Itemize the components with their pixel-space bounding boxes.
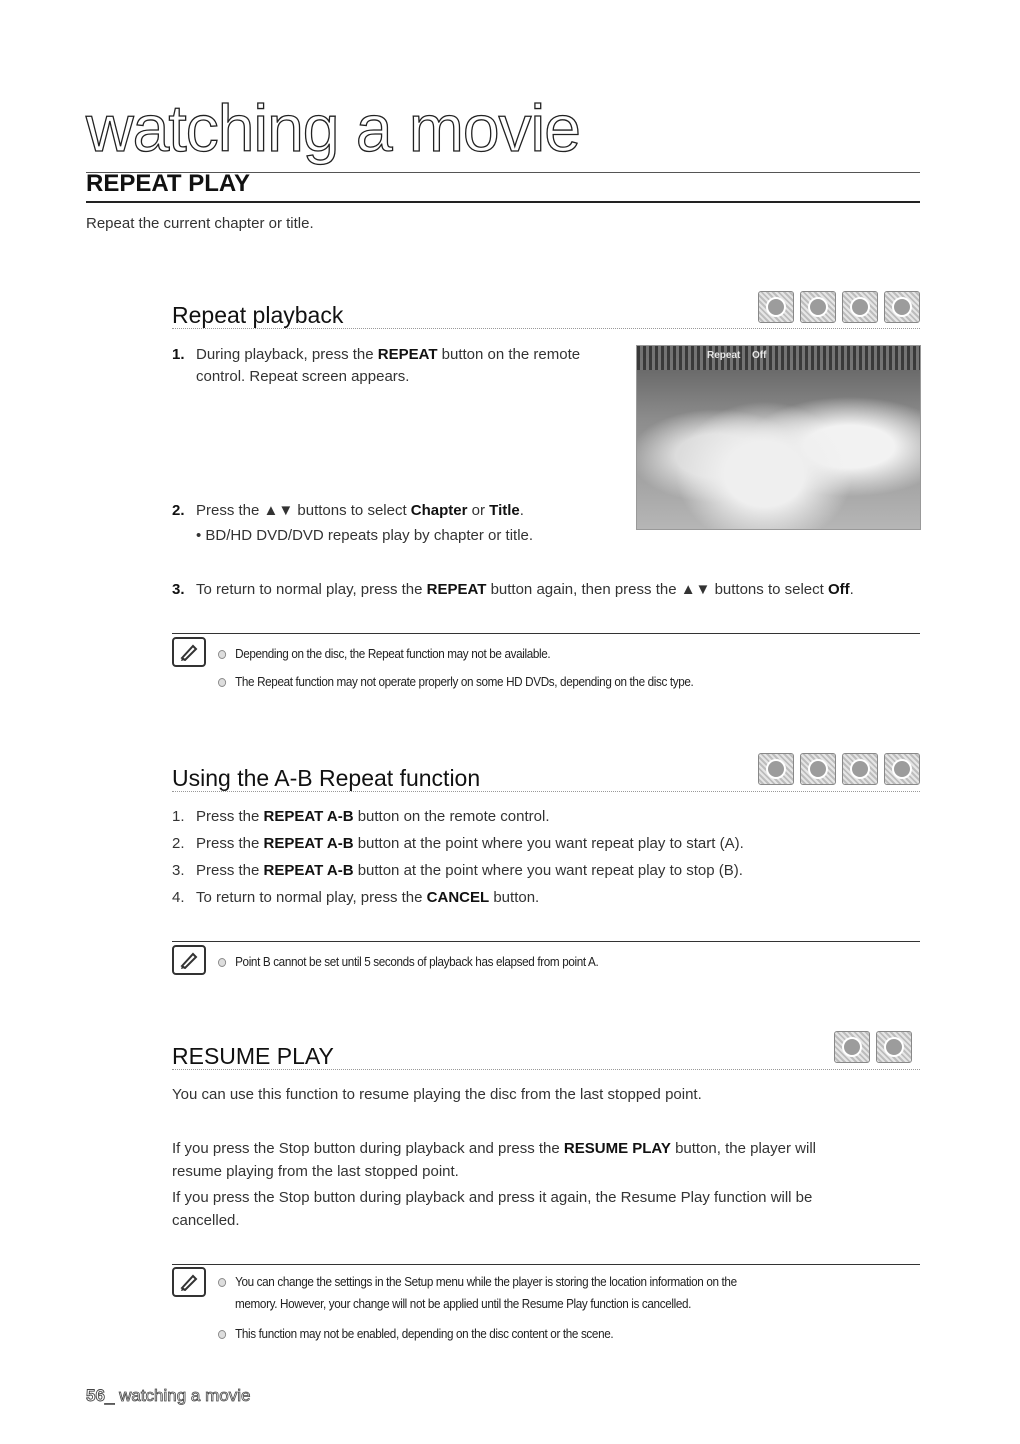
footer-text: _ watching a movie — [104, 1386, 251, 1405]
chapter-title: watching a movie — [86, 91, 580, 165]
note-divider — [172, 633, 920, 634]
ab-step-1: 1. Press the REPEAT A-B button on the remote control. — [172, 808, 550, 825]
section-divider — [86, 201, 920, 203]
ab-step-4: 4. To return to normal play, press the CANCEL button. — [172, 889, 540, 906]
disc-compatibility-icons — [758, 753, 920, 785]
note-divider — [172, 1264, 920, 1265]
note-item: The Repeat function may not operate properly on some HD DVDs, depending on the disc type. — [218, 674, 693, 689]
note-icon — [172, 637, 206, 667]
note-divider — [172, 941, 920, 942]
note-item: Point B cannot be set until 5 seconds of playback has elapsed from point A. — [218, 954, 598, 969]
dvd-disc-icon — [842, 291, 878, 323]
section-intro: Repeat the current chapter or title. — [86, 215, 314, 232]
note-icon — [172, 1267, 206, 1297]
note-item: Depending on the disc, the Repeat function may not be available. — [218, 646, 550, 661]
step-3: 3. To return to normal play, press the REPEAT button again, then press the ▲▼ buttons to select Off. — [172, 581, 854, 598]
note-item: You can change the settings in the Setup menu while the player is storing the location information on the — [218, 1274, 737, 1289]
subsection-title-repeat-playback: Repeat playback — [172, 302, 344, 328]
dvd-disc-icon — [876, 1031, 912, 1063]
ab-step-3: 3. Press the REPEAT A-B button at the point where you want repeat play to stop (B). — [172, 862, 743, 879]
note-icon — [172, 945, 206, 975]
note-item-continued: memory. However, your change will not be applied until the Resume Play function is cancelled. — [235, 1296, 692, 1311]
section-title-repeat-play: REPEAT PLAY — [86, 170, 251, 197]
subsection-divider — [172, 328, 920, 329]
repeat-screen-screenshot — [636, 345, 921, 530]
subsection-title-ab-repeat: Using the A-B Repeat function — [172, 765, 481, 791]
step-2: 2. Press the ▲▼ buttons to select Chapter or Title. — [172, 502, 524, 519]
hd-dvd-disc-icon — [800, 291, 836, 323]
resume-paragraph-2: If you press the Stop button during playback and press it again, the Resume Play function will be cancelled. — [172, 1189, 813, 1229]
ab-step-2: 2. Press the REPEAT A-B button at the point where you want repeat play to start (A). — [172, 835, 744, 852]
resume-intro: You can use this function to resume playing the disc from the last stopped point. — [172, 1086, 702, 1103]
dvd-rw-disc-icon — [884, 753, 920, 785]
dvd-disc-icon — [842, 753, 878, 785]
bd-disc-icon — [834, 1031, 870, 1063]
disc-compatibility-icons — [758, 291, 920, 323]
disc-compatibility-icons — [834, 1031, 912, 1063]
subsection-divider — [172, 791, 920, 792]
page-footer — [86, 1386, 250, 1406]
hd-dvd-disc-icon — [800, 753, 836, 785]
dvd-rw-disc-icon — [884, 291, 920, 323]
bd-disc-icon — [758, 753, 794, 785]
bd-disc-icon — [758, 291, 794, 323]
page-number: 56 — [86, 1386, 105, 1405]
repeat-osd-bar: Repeat Off — [637, 346, 920, 370]
subsection-divider — [172, 1069, 920, 1070]
step-2-bullet: • BD/HD DVD/DVD repeats play by chapter or title. — [196, 527, 534, 544]
step-1: 1. During playback, press the REPEAT button on the remote control. Repeat screen appears. — [172, 346, 581, 385]
section-title-resume-play: RESUME PLAY — [172, 1043, 334, 1069]
note-item: This function may not be enabled, depending on the disc content or the scene. — [218, 1326, 613, 1341]
resume-paragraph-1: If you press the Stop button during playback and press the RESUME PLAY button, the player will resume playing from the last stopped point. — [172, 1140, 816, 1180]
chapter-header — [86, 84, 920, 173]
